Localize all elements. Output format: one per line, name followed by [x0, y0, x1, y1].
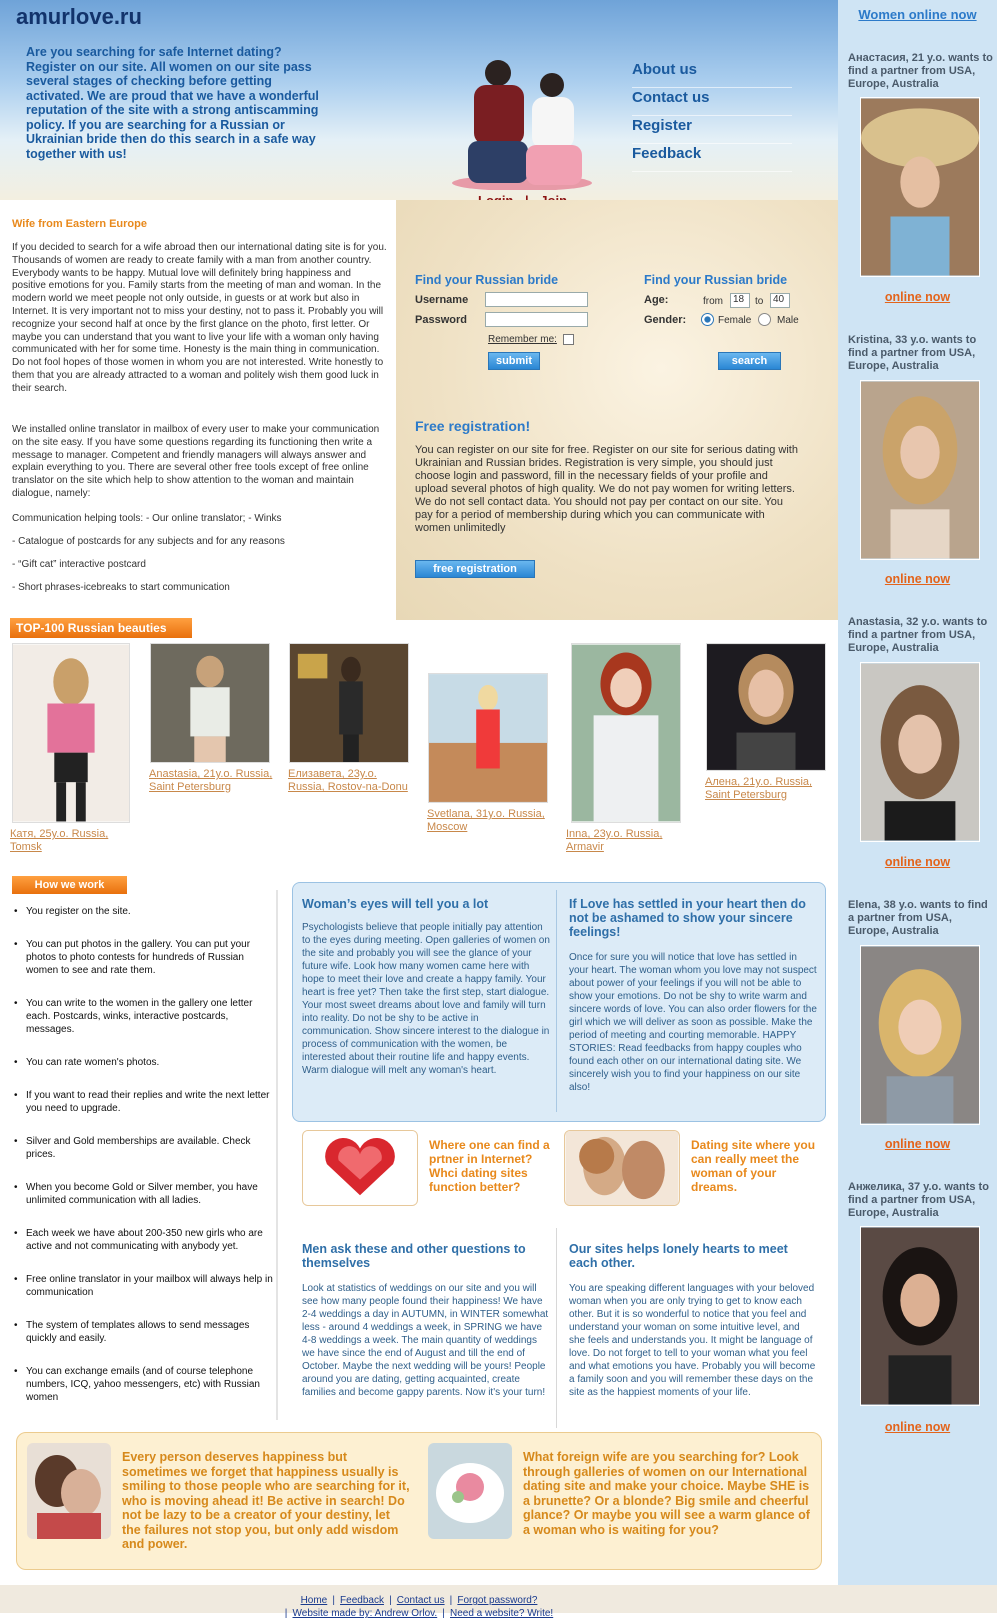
- article-text: Look at statistics of weddings on our site and you will see how many people found their happiness! We have 2-4 weddings a day in AUTUMN, in WINTER somewhat less - around 4 weddings a week, in SPRING we have 4-8 weddings a week. The main quantity of weddings we have since the end of August and till the end of October. Maybe the next wedding will be yours! People around you are dating, getting acquainted, create families and become gappy parents. Now it's your turn!: [302, 1283, 549, 1398]
- gallery-caption[interactable]: Алена, 21y.o. Russia, Saint Petersburg: [705, 776, 813, 801]
- couple-photo: [27, 1443, 111, 1539]
- from-label: from: [703, 296, 723, 307]
- remember-label: Remember me:: [488, 334, 557, 345]
- list-item: • If you want to read their replies and write the next letter you need to upgrade.: [14, 1089, 276, 1115]
- article-title: Woman’s eyes will tell you a lot: [302, 897, 489, 911]
- how-we-work-title: How we work: [12, 876, 127, 894]
- footer-need-website-link[interactable]: Need a website? Write!: [450, 1608, 554, 1619]
- online-woman-photo[interactable]: [860, 1226, 980, 1406]
- nav-register[interactable]: Register: [632, 116, 792, 144]
- online-woman-info: Анжелика, 37 y.o. wants to find a partner from USA, Europe, Australia: [848, 1181, 989, 1219]
- search-button[interactable]: search: [718, 352, 781, 370]
- wife-paragraph: - Catalogue of postcards for any subjects and for any reasons: [12, 536, 285, 547]
- online-now-link[interactable]: online now: [884, 572, 951, 586]
- top-navigation: [632, 60, 792, 172]
- female-radio[interactable]: [701, 313, 714, 326]
- list-item: • You can rate women's photos.: [14, 1056, 276, 1069]
- divider: [556, 890, 557, 1112]
- age-to-input[interactable]: 40: [770, 293, 790, 308]
- list-item: • You can exchange emails (and of course telephone numbers, ICQ, yahoo messengers, etc) with Russian women: [14, 1365, 276, 1404]
- footer-credits: [0, 1601, 838, 1620]
- list-item: • You can write to the women in the gallery one letter each. Postcards, winks, interactive postcards, messages.: [14, 997, 276, 1036]
- top100-title: TOP-100 Russian beauties: [10, 618, 192, 638]
- online-woman-photo[interactable]: [860, 97, 980, 277]
- footer-madeby-link[interactable]: Website made by: Andrew Orlov.: [292, 1608, 438, 1619]
- gallery-photo[interactable]: [289, 643, 409, 763]
- separator: |: [332, 1595, 335, 1606]
- submit-button[interactable]: submit: [488, 352, 540, 370]
- footer-forgot-link[interactable]: Forgot password?: [457, 1595, 538, 1606]
- online-woman-photo[interactable]: [860, 380, 980, 560]
- gender-label: Gender:: [644, 314, 687, 326]
- password-input[interactable]: [485, 312, 588, 327]
- online-now-link[interactable]: online now: [884, 855, 951, 869]
- site-logo[interactable]: amurlove.ru: [16, 4, 142, 29]
- male-label: Male: [777, 315, 799, 326]
- separator: |: [449, 1595, 453, 1606]
- online-woman-photo[interactable]: [860, 945, 980, 1125]
- wife-title: Wife from Eastern Europe: [12, 218, 147, 230]
- age-from-input[interactable]: 18: [730, 293, 750, 308]
- gallery-photo[interactable]: [428, 673, 548, 803]
- online-woman-info: Kristina, 33 y.o. wants to find a partner from USA, Europe, Australia: [848, 334, 977, 372]
- gallery-photo[interactable]: [150, 643, 270, 763]
- free-registration-text: You can register on our site for free. Register on our site for serious dating with Ukrainian and Russian brides. Registration is very simple, you should just choose login and password, fill in the necessary fields of your profile and upload several photos of high quality. We do not pay women for writing letters. We do not sell contact data. You should not pay per contact on our site. You pay for a period of membership during which you can communicate with women unlimitedly: [415, 444, 798, 534]
- how-we-work-list: [14, 905, 276, 1424]
- list-item: • You can put photos in the gallery. You can put your photos to photo contests for hundreds of Russian women to see and rate them.: [14, 938, 276, 977]
- women-online-title[interactable]: Women online now: [858, 7, 977, 22]
- gallery-photo[interactable]: [571, 643, 681, 823]
- article-title: Men ask these and other questions to themselves: [302, 1242, 526, 1270]
- online-woman-photo[interactable]: [860, 662, 980, 842]
- bottom-text: Every person deserves happiness but sometimes we forget that happiness usually is smiling to those people who are searching for it, who is moving ahead it! Be active in search! Do not be lazy to be a creator of your destiny, let the failures not stop you, but only add wisdom and power.: [122, 1450, 410, 1551]
- separator: |: [284, 1608, 288, 1619]
- article-text: Psychologists believe that people initially pay attention to the eyes during meeting. Open galleries of women on the site and probably you will see the glance of your future wife. Look how many women came here with hope to meet their love and create a happy family. Your heart is free yet? Then take the first step, start dialogue. Your most sweet dreams about love and family will turn into reality. Do not be shy to be active in communication. Show sincere interest to the dialogue in process of communication with the women, be interested about their routine life and happy events. Warm dialogue will melt any woman's heart.: [302, 922, 550, 1076]
- separator: |: [442, 1608, 445, 1619]
- username-input[interactable]: [485, 292, 588, 307]
- online-woman-info: Elena, 38 y.o. wants to find a partner from USA, Europe, Australia: [848, 899, 988, 937]
- heart-box-image[interactable]: [302, 1130, 418, 1206]
- footer-feedback-link[interactable]: Feedback: [340, 1595, 384, 1606]
- footer-contact-link[interactable]: Contact us: [396, 1595, 445, 1606]
- list-item: • You register on the site.: [14, 905, 276, 918]
- wife-paragraph: If you decided to search for a wife abroad then our international dating site is for you. Thousands of women are ready to create family with a man from another country. Everybody wants to be happy. Mutual love will definitely bring happiness and positive emotions for you. Family starts from the meeting of man and woman. In the modern world we meet people not only outside, in guests or at work but also in Internet. It is very important not to miss your destiny, not to pass it. Probably you will recognize your second half at once by the first glance on the photo, first letter. Or maybe you can understand that you want to live your life with a woman only having communicated with her for some time. Honesty is the main thing in communication. Do not fool hopes of those women in whom you are not interested. Write honestly to them that you are already attracted to a woman and politely wish them good luck in their search.: [12, 242, 387, 394]
- to-label: to: [755, 296, 764, 307]
- intro-text: Are you searching for safe Internet dating? Register on our site. All women on our site pass several stages of checking before getting activated. We are proud that we have a wonderful reputation of the site with a strong antiscamming policy. If you are searching for a Russian or Ukrainian bride then do this search in a safe way together with us!: [26, 45, 319, 161]
- article-title: Our sites helps lonely hearts to meet each other.: [569, 1242, 788, 1270]
- online-woman-info: Анастасия, 21 y.o. wants to find a partner from USA, Europe, Australia: [848, 52, 993, 90]
- female-label: Female: [718, 315, 752, 326]
- free-registration-title: Free registration!: [415, 418, 531, 434]
- search-form-title: Find your Russian bride: [644, 273, 788, 287]
- wife-paragraph: - “Gift cat” interactive postcard: [12, 559, 146, 570]
- age-label: Age:: [644, 294, 669, 306]
- online-now-link[interactable]: online now: [884, 1137, 951, 1151]
- online-now-link[interactable]: online now: [884, 1420, 951, 1434]
- list-item: • The system of templates allows to send messages quickly and easily.: [14, 1319, 276, 1345]
- separator: |: [389, 1595, 392, 1606]
- online-woman-info: Anastasia, 32 y.o. wants to find a partner from USA, Europe, Australia: [848, 616, 988, 654]
- gallery-caption[interactable]: Елизавета, 23y.o. Russia, Rostov-na-Donu: [288, 768, 408, 793]
- divider: [556, 1228, 557, 1428]
- footer-home-link[interactable]: Home: [300, 1595, 328, 1606]
- gallery-photo[interactable]: [12, 643, 130, 823]
- online-now-link[interactable]: online now: [884, 290, 951, 304]
- article-text: Once for sure you will notice that love has settled in your heart. The woman whom you love may not suspect about power of your feelings if you will not be able to show your emotions. Do not be shy to write warm and sincere words of love. You can also order flowers for the girl which we will deliver as soon as possible. Make the period of meeting and courting memorable. HAPPY STORIES: Read feedbacks from happy couples who found each other on our international dating site. We sincerely wish you to find your happiness on our site also!: [569, 952, 817, 1093]
- login-form-title: Find your Russian bride: [415, 273, 559, 287]
- list-item: • Each week we have about 200-350 new girls who are active and not communicating with anybody yet.: [14, 1227, 276, 1253]
- remember-checkbox[interactable]: [563, 334, 574, 345]
- wife-paragraph: - Short phrases-icebreaks to start communication: [12, 582, 230, 593]
- couple-image: [448, 55, 596, 190]
- list-item: • Free online translator in your mailbox will always help in communication: [14, 1273, 276, 1299]
- nav-feedback[interactable]: Feedback: [632, 144, 792, 172]
- bottom-text: What foreign wife are you searching for? Look through galleries of women on our International dating site and make your choice. Maybe SHE is a brunette? Or a blonde? Big smile and cheerful glance? Or maybe you will see a warm glance of a woman who is waiting for you?: [523, 1450, 810, 1537]
- gallery-caption[interactable]: Anastasia, 21y.o. Russia, Saint Petersburg: [149, 768, 273, 793]
- article-text: You are speaking different languages with your beloved woman when you are only trying to get to know each other. But it is so wonderful to notice that you feel and understand your woman on some intuitive level, and she feels and understands you. It might be language of love. Do not forget to tell to your woman what you feel and what emotions you have. Probably you will become a family soon and you will remember these days on the site as the happiest moments of your life.: [569, 1283, 816, 1398]
- username-label: Username: [415, 294, 469, 306]
- male-radio[interactable]: [758, 313, 771, 326]
- nav-about-us[interactable]: About us: [632, 60, 792, 88]
- promo-text[interactable]: Where one can find a prtner in Internet? Whci dating sites function better?: [429, 1138, 550, 1194]
- wife-paragraph: We installed online translator in mailbox of every user to make your communication on the site easy. If you have some questions regarding its functioning then write a message to manager. Competent and friendly managers will always answer and explain everything to you. There are several other free tools except of free online translator on the site which help to show attention to the woman and maintain dialogue, namely:: [12, 424, 380, 499]
- sand-background: [396, 200, 838, 620]
- gallery-caption[interactable]: Svetlana, 31y.o. Russia, Moscow: [427, 808, 545, 833]
- list-item: • Silver and Gold memberships are available. Check prices.: [14, 1135, 276, 1161]
- article-title: If Love has settled in your heart then do not be ashamed to show your sincere feelings!: [569, 897, 806, 939]
- flowers-plate-photo: [428, 1443, 512, 1539]
- nav-contact-us[interactable]: Contact us: [632, 88, 792, 116]
- list-item: • When you become Gold or Silver member, you have unlimited communication with all ladies.: [14, 1181, 276, 1207]
- promo-text[interactable]: Dating site where you can really meet the woman of your dreams.: [691, 1138, 816, 1194]
- gallery-caption[interactable]: Inna, 23y.o. Russia, Armavir: [566, 828, 663, 853]
- gallery-photo[interactable]: [706, 643, 826, 771]
- couple-kiss-image[interactable]: [564, 1130, 680, 1206]
- divider: [276, 890, 278, 1420]
- free-registration-button[interactable]: free registration: [415, 560, 535, 578]
- wife-paragraph: Communication helping tools: - Our online translator; - Winks: [12, 513, 282, 524]
- gallery-caption[interactable]: Катя, 25y.o. Russia, Tomsk: [10, 828, 109, 853]
- password-label: Password: [415, 314, 467, 326]
